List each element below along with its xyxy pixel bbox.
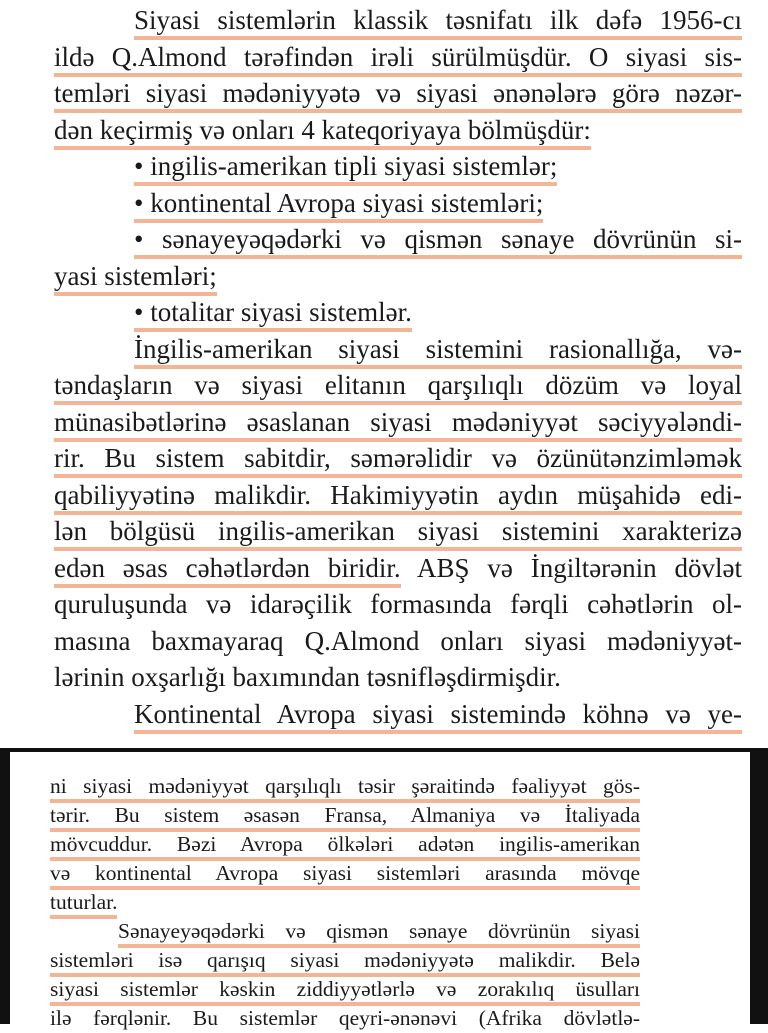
text-line bbox=[54, 112, 742, 149]
text-line bbox=[54, 221, 742, 258]
text-line bbox=[54, 513, 742, 550]
text-line bbox=[54, 294, 742, 331]
text-line bbox=[54, 623, 742, 660]
text-line bbox=[50, 859, 640, 888]
plain-text: lərinin oxşarlığı baxımından təsnifləşdirmişdir. bbox=[54, 662, 561, 692]
lower-page-frame bbox=[0, 748, 768, 1030]
text-line bbox=[54, 586, 742, 623]
text-line bbox=[54, 550, 742, 587]
highlighted-text: Siyasi sistemlərin klassik təsnifatı ilk dəfə 1956-cı bbox=[134, 5, 742, 40]
text-line bbox=[50, 946, 640, 975]
highlighted-text: siyasi sistemlər kəskin ziddiyyətlərlə və zorakılıq üsulları bbox=[50, 977, 640, 1006]
highlighted-text: Kontinental Avropa siyasi sistemində köhnə və ye- bbox=[134, 699, 742, 734]
highlighted-text: • totalitar siyasi sistemlər. bbox=[134, 297, 412, 332]
highlighted-text: • ingilis-amerikan tipli siyasi sistemlər; bbox=[134, 151, 557, 186]
text-line bbox=[54, 2, 742, 39]
highlighted-text: İngilis-amerikan siyasi sistemini rasionallığa, və- bbox=[134, 334, 742, 369]
plain-text: quruluşunda və idarəçilik formasında fərqli cəhətlərin ol- bbox=[54, 589, 742, 619]
plain-text: masına baxmayaraq Q.Almond onları siyasi mədəniyyət- bbox=[54, 625, 742, 656]
text-line bbox=[54, 39, 742, 76]
text-line bbox=[50, 772, 640, 801]
highlighted-text: tuturlar. bbox=[50, 890, 117, 919]
lower-page-text bbox=[50, 772, 640, 1033]
text-line bbox=[50, 1004, 640, 1033]
text-line bbox=[50, 888, 640, 917]
text-line bbox=[54, 185, 742, 222]
lower-page-scan bbox=[10, 752, 750, 1030]
text-line bbox=[50, 917, 640, 946]
text-line bbox=[54, 367, 742, 404]
highlighted-text: rir. Bu sistem sabitdir, səmərəlidir və özünütənzimləmək bbox=[54, 443, 742, 478]
highlighted-text: lən bölgüsü ingilis-amerikan siyasi sistemini xarakterizə bbox=[54, 516, 742, 551]
text-line bbox=[54, 258, 742, 295]
highlighted-text: Sənayeyəqədərki və qismən sənaye dövrünün siyasi bbox=[118, 919, 640, 948]
text-line bbox=[50, 801, 640, 830]
highlighted-text: dən keçirmiş və onları 4 kateqoriyaya bölmüşdür: bbox=[54, 115, 591, 150]
highlighted-text: və kontinental Avropa siyasi sistemləri arasında mövqe bbox=[50, 861, 640, 890]
highlighted-text: mövcuddur. Bəzi Avropa ölkələri adətən ingilis-amerikan bbox=[50, 832, 640, 861]
highlighted-text: sistemləri isə qarışıq siyasi mədəniyyətə malikdir. Belə bbox=[50, 948, 640, 977]
highlighted-text: münasibətlərinə əsaslanan siyasi mədəniyyət səciyyələndi- bbox=[54, 407, 742, 442]
text-line bbox=[50, 975, 640, 1004]
highlighted-text: tərir. Bu sistem əsasən Fransa, Almaniya və İtaliyada bbox=[50, 803, 640, 832]
text-line bbox=[50, 830, 640, 859]
text-line bbox=[54, 477, 742, 514]
text-line bbox=[54, 331, 742, 368]
highlighted-text: edən əsas cəhətlərdən biridir. bbox=[54, 553, 401, 588]
highlighted-text: yasi sistemləri; bbox=[54, 261, 217, 296]
text-line bbox=[54, 696, 742, 733]
text-line bbox=[54, 148, 742, 185]
upper-page-scan bbox=[54, 2, 742, 732]
text-line bbox=[54, 75, 742, 112]
highlighted-text: temləri siyasi mədəniyyətə və siyasi ənənələrə görə nəzər- bbox=[54, 78, 742, 113]
text-line bbox=[54, 440, 742, 477]
highlighted-text: • kontinental Avropa siyasi sistemləri; bbox=[134, 188, 543, 223]
highlighted-text: • sənayeyəqədərki və qismən sənaye dövrünün si- bbox=[134, 224, 742, 259]
highlighted-text: ni siyasi mədəniyyət qarşılıqlı təsir şəraitində fəaliyyət gös- bbox=[50, 774, 640, 803]
plain-text: ABŞ və İngiltərənin dövlət bbox=[400, 552, 742, 583]
text-line bbox=[54, 659, 742, 696]
plain-text: ilə fərqlənir. Bu sistemlər qeyri-ənənəvi (Afrika dövlətlə- bbox=[50, 1006, 640, 1030]
highlighted-text: ildə Q.Almond tərəfindən irəli sürülmüşdür. O siyasi sis- bbox=[54, 42, 742, 77]
text-line bbox=[54, 404, 742, 441]
highlighted-text: qabiliyyətinə malikdir. Hakimiyyətin aydın müşahidə edi- bbox=[54, 480, 742, 515]
highlighted-text: təndaşların və siyasi elitanın qarşılıqlı dözüm və loyal bbox=[54, 370, 742, 405]
